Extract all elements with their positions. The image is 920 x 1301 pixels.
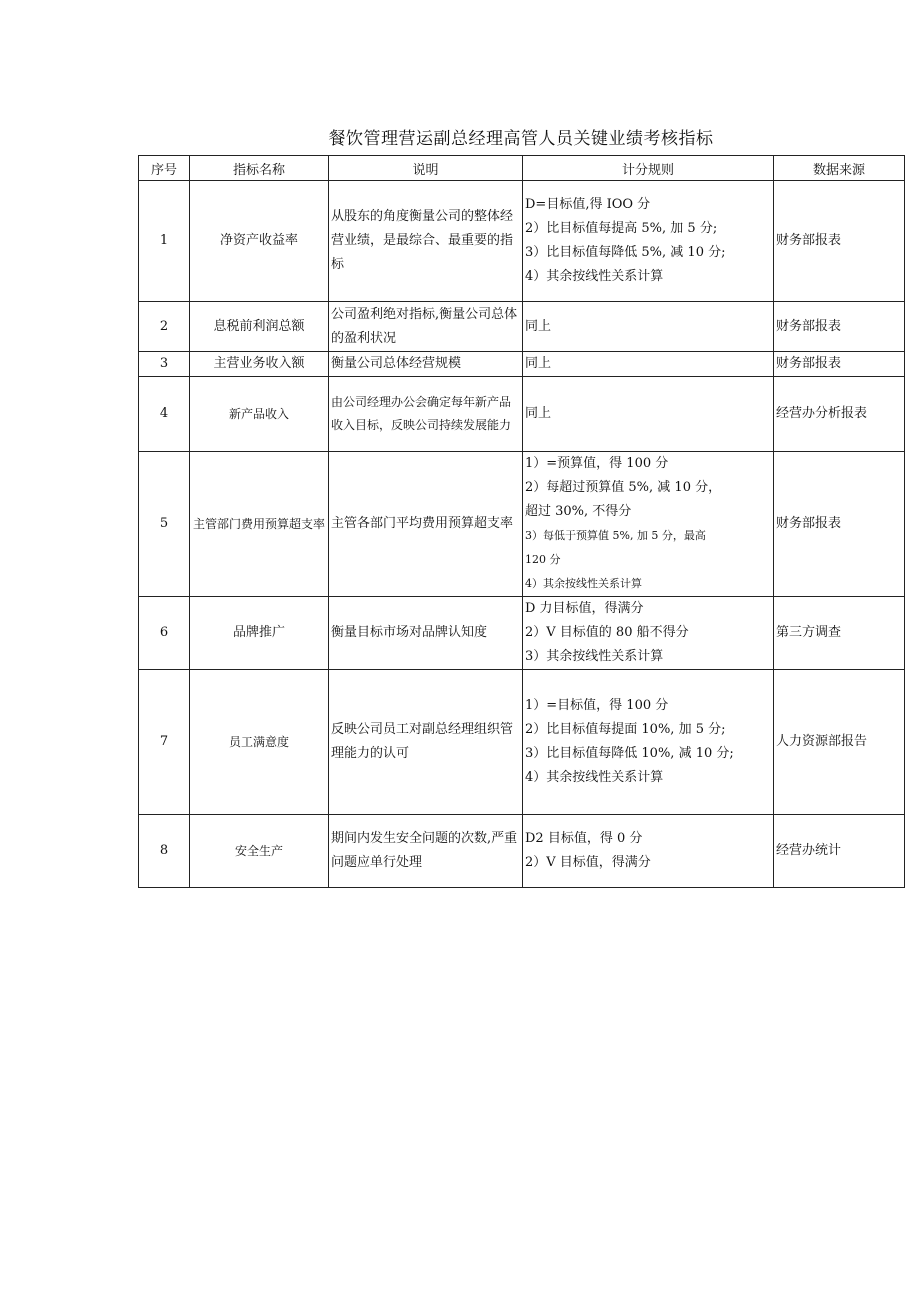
cell-rules	[523, 815, 774, 888]
rule-line: 超过 30%, 不得分	[525, 504, 632, 519]
rule-line: 同上	[525, 318, 552, 334]
rule-line: 1）=预算值，得 100 分	[525, 456, 669, 471]
cell-desc: 主管各部门平均费用预算超支率	[329, 452, 523, 597]
cell-rules	[523, 352, 774, 377]
cell-rules	[523, 597, 774, 670]
cell-rules	[523, 452, 774, 597]
cell-source: 财务部报表	[774, 181, 905, 302]
rule-line: 2）V 目标值，得满分	[525, 855, 651, 870]
cell-no: 6	[139, 597, 190, 670]
cell-desc: 反映公司员工对副总经理组织管理能力的认可	[329, 670, 523, 815]
cell-name: 新产品收入	[190, 377, 329, 452]
kpi-table	[138, 155, 905, 888]
rule-line: D 力目标值，得满分	[525, 601, 644, 616]
cell-source: 财务部报表	[774, 452, 905, 597]
table-row	[139, 377, 905, 452]
cell-name: 品牌推广	[190, 597, 329, 670]
table-row	[139, 815, 905, 888]
rule-line: 4）其余按线性关系计算	[525, 269, 664, 284]
rule-line: D2 目标值，得 0 分	[525, 831, 643, 846]
table-row	[139, 352, 905, 377]
cell-rules	[523, 377, 774, 452]
cell-no: 2	[139, 302, 190, 352]
rule-line: 3）每低于预算值 5%, 加 5 分，最高	[525, 529, 706, 542]
cell-desc: 衡量目标市场对品牌认知度	[329, 597, 523, 670]
cell-no: 5	[139, 452, 190, 597]
header-desc: 说明	[329, 156, 523, 181]
rule-line: 3）比目标值每降低 10%, 减 10 分;	[525, 746, 734, 761]
rule-line: 4）其余按线性关系计算	[525, 770, 664, 785]
rule-line: 同上	[525, 406, 552, 421]
cell-source: 经营办分析报表	[774, 377, 905, 452]
rule-line: 同上	[525, 356, 552, 371]
header-name: 指标名称	[190, 156, 329, 181]
cell-no: 1	[139, 181, 190, 302]
table-row	[139, 181, 905, 302]
rule-line: 3）比目标值每降低 5%, 减 10 分;	[525, 245, 726, 260]
table-row	[139, 670, 905, 815]
rule-line: 2）比目标值每提面 10%, 加 5 分;	[525, 722, 726, 737]
cell-desc: 由公司经理办公会确定每年新产品收入目标，反映公司持续发展能力	[329, 377, 523, 452]
document-title: 餐饮管理营运副总经理高管人员关键业绩考核指标	[328, 129, 714, 149]
rule-line: 120 分	[525, 553, 561, 566]
header-rules: 计分规则	[523, 156, 774, 181]
rule-line: 2）比目标值每提高 5%, 加 5 分;	[525, 221, 718, 236]
cell-no: 8	[139, 815, 190, 888]
cell-desc: 公司盈利绝对指标,衡量公司总体的盈利状况	[329, 302, 523, 352]
cell-name: 主营业务收入额	[190, 352, 329, 377]
cell-rules	[523, 302, 774, 352]
cell-desc: 从股东的角度衡量公司的整体经营业绩，是最综合、最重要的指标	[329, 181, 523, 302]
cell-no: 4	[139, 377, 190, 452]
cell-name: 安全生产	[190, 815, 329, 888]
cell-source: 第三方调查	[774, 597, 905, 670]
cell-no: 7	[139, 670, 190, 815]
rule-line: 2）每超过预算值 5%, 减 10 分，	[525, 480, 722, 495]
rule-line: 3）其余按线性关系计算	[525, 649, 664, 664]
cell-name: 息税前利润总额	[190, 302, 329, 352]
table-row	[139, 597, 905, 670]
header-source: 数据来源	[774, 156, 905, 181]
cell-desc: 衡量公司总体经营规模	[329, 352, 523, 377]
cell-rules	[523, 181, 774, 302]
cell-source: 经营办统计	[774, 815, 905, 888]
rule-line: 2）V 目标值的 80 船不得分	[525, 625, 689, 640]
rule-line: D=目标值,得 IOO 分	[525, 197, 651, 212]
cell-source: 人力资源部报告	[774, 670, 905, 815]
rule-line: 1）=目标值，得 100 分	[525, 698, 669, 713]
cell-name: 主管部门费用预算超支率	[190, 452, 329, 597]
table-header-row	[139, 156, 905, 181]
cell-name: 净资产收益率	[190, 181, 329, 302]
cell-no: 3	[139, 352, 190, 377]
table-row	[139, 452, 905, 597]
cell-source: 财务部报表	[774, 302, 905, 352]
cell-name: 员工满意度	[190, 670, 329, 815]
table-row	[139, 302, 905, 352]
header-no: 序号	[139, 156, 190, 181]
cell-desc: 期间内发生安全问题的次数,严重问题应单行处理	[329, 815, 523, 888]
cell-rules	[523, 670, 774, 815]
cell-source: 财务部报表	[774, 352, 905, 377]
rule-line: 4）其余按线性关系计算	[525, 577, 642, 590]
